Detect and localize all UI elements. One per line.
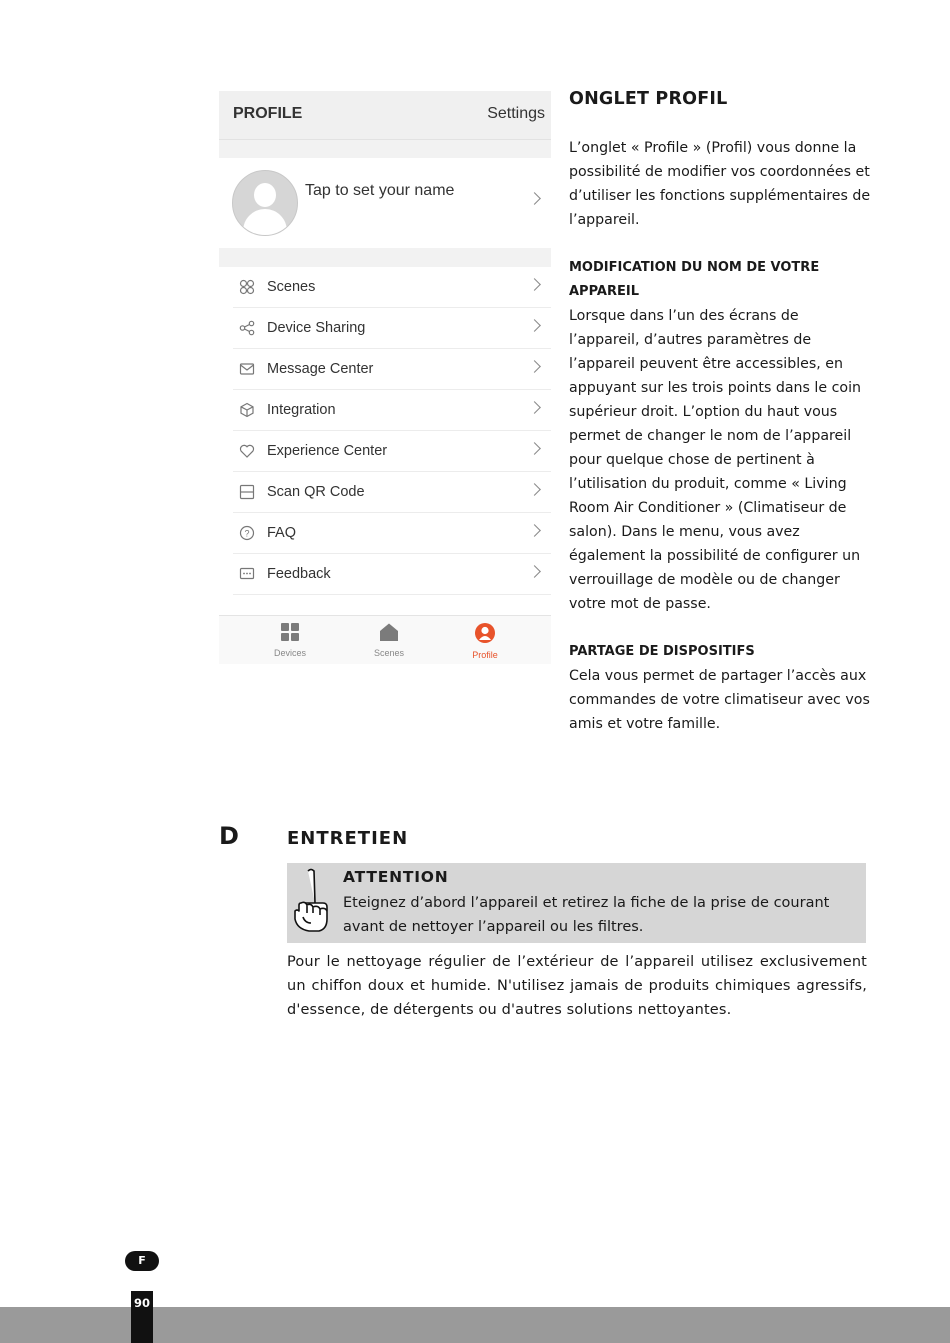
settings-link[interactable]: Settings — [487, 105, 545, 122]
profile-icon — [474, 622, 496, 644]
bottom-tab-bar — [219, 615, 551, 664]
menu-item-label: Message Center — [267, 361, 374, 377]
maintenance-body: Pour le nettoyage régulier de l’extérieur de l’appareil utilisez exclusivement un chiffon doux et humide. N'utilisez jamais de produits chimiques agressifs, d'essence, de détergents ou d'autres solutions nettoyantes. — [287, 954, 867, 1018]
warning-text: Eteignez d’abord l’appareil et retirez la fiche de la prise de courant avant de nettoyer l’appareil ou les filtres. — [343, 895, 830, 935]
share-icon — [239, 320, 255, 336]
menu-item-device-sharing[interactable] — [219, 308, 551, 349]
profile-menu — [219, 267, 551, 617]
pointing-hand-icon — [291, 867, 331, 933]
page-number: 90 — [131, 1291, 153, 1343]
chevron-right-icon — [528, 524, 541, 537]
menu-item-label: Scenes — [267, 279, 316, 295]
grid-icon — [280, 622, 300, 642]
profile-intro: L’onglet « Profile » (Profil) vous donne la possibilité de modifier vos coordonnées et d’utiliser les fonctions supplémentaires de l’appareil. — [569, 140, 871, 228]
chevron-right-icon — [528, 401, 541, 414]
profile-description — [569, 86, 871, 736]
chevron-right-icon — [528, 319, 541, 332]
tab-devices[interactable] — [250, 622, 330, 658]
chevron-right-icon — [528, 442, 541, 455]
section-title: ENTRETIEN — [287, 828, 409, 849]
question-icon — [239, 525, 255, 541]
sharing-heading: PARTAGE DE DISPOSITIFS — [569, 644, 755, 659]
user-card[interactable] — [219, 158, 551, 248]
cube-icon — [239, 402, 255, 418]
tab-scenes[interactable] — [349, 622, 429, 658]
chevron-right-icon — [528, 565, 541, 578]
menu-item-label: Device Sharing — [267, 320, 366, 336]
menu-item-scan-qr-code[interactable] — [219, 472, 551, 513]
menu-item-faq[interactable] — [219, 513, 551, 554]
sharing-text: Cela vous permet de partager l’accès aux commandes de votre climatiseur avec vos amis et votre famille. — [569, 668, 870, 732]
language-badge: F — [125, 1251, 159, 1271]
section-letter: D — [219, 822, 239, 850]
rename-text: Lorsque dans l’un des écrans de l’appareil, d’autres paramètres de l’appareil peuvent être accessibles, en appuyant sur les trois points dans le coin supérieur droit. L’option du haut vous permet de changer le nom de l’appareil pour quelque chose de pertinent à l’utilisation du produit, comme « Living Room Air Conditioner » (Climatiseur de salon). Dans le menu, vous avez également la possibilité de configurer un verrouillage de modèle ou de changer votre mot de passe. — [569, 308, 862, 612]
chevron-right-icon — [528, 360, 541, 373]
tab-label: Profile — [472, 650, 498, 660]
profile-screenshot — [219, 91, 551, 664]
menu-item-scenes[interactable] — [219, 267, 551, 308]
tab-profile[interactable] — [445, 622, 525, 660]
chevron-right-icon — [528, 278, 541, 291]
menu-item-message-center[interactable] — [219, 349, 551, 390]
tab-label: Devices — [273, 648, 306, 658]
app-header — [219, 91, 551, 140]
svg-text:?: ? — [244, 528, 250, 539]
profile-heading: ONGLET PROFIL — [569, 89, 728, 109]
menu-item-feedback[interactable] — [219, 554, 551, 595]
profile-title: PROFILE — [233, 105, 303, 122]
tab-label: Scenes — [373, 648, 405, 658]
warning-box — [287, 863, 866, 943]
home-icon — [379, 622, 399, 642]
mail-icon — [239, 361, 255, 377]
menu-item-label: Feedback — [267, 566, 331, 582]
scan-icon — [239, 484, 255, 500]
warning-title: ATTENTION — [343, 868, 449, 886]
chevron-right-icon — [528, 483, 541, 496]
scenes-icon — [239, 279, 255, 295]
menu-item-label: FAQ — [267, 525, 297, 541]
menu-item-integration[interactable] — [219, 390, 551, 431]
chevron-right-icon — [528, 192, 541, 205]
menu-item-label: Scan QR Code — [267, 484, 365, 500]
menu-item-label: Integration — [267, 402, 336, 418]
heart-icon — [239, 443, 255, 459]
rename-heading: MODIFICATION DU NOM DE VOTRE APPAREIL — [569, 260, 820, 299]
avatar — [232, 170, 298, 236]
username-prompt: Tap to set your name — [305, 182, 455, 199]
menu-item-experience-center[interactable] — [219, 431, 551, 472]
feedback-icon — [239, 566, 255, 582]
menu-item-label: Experience Center — [267, 443, 388, 459]
